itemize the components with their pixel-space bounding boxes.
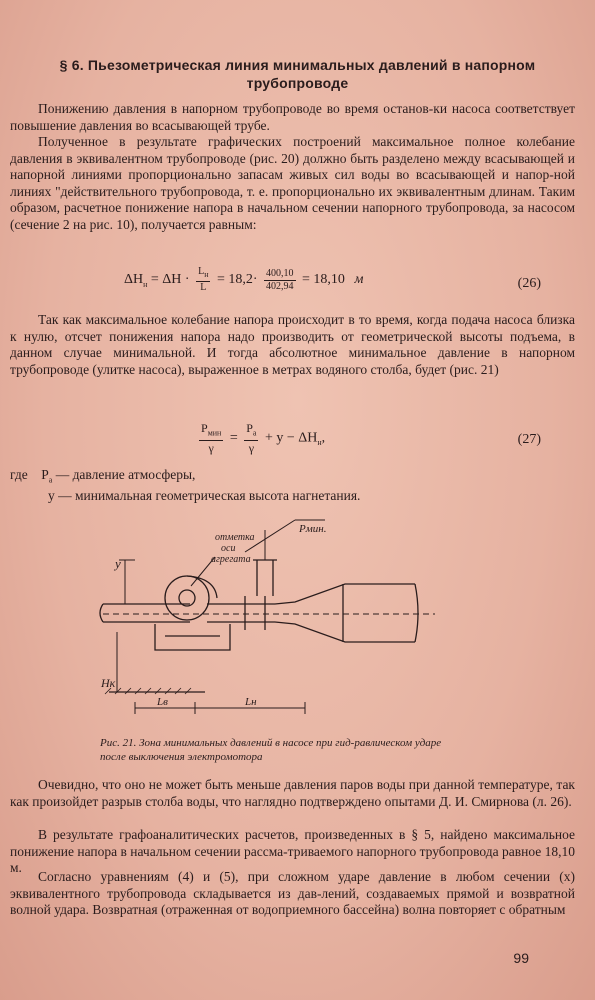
paragraph-4: Очевидно, что оно не может быть меньше давления паров воды при данной температуре, так как произойдет разрыв столба воды, что наглядно подтверждено опытами Д. И. Смирнова (л. 26). bbox=[10, 777, 575, 809]
paragraph-6: Согласно уравнениям (4) и (5), при сложном ударе давление в любом сечении (x) эквивалентного трубопровода складывается из дав-лений, создаваемых прямой и возвратной волной удара. Возвратная (отраженная от водоприемного бассейна) волна повторяет с обратным bbox=[10, 869, 575, 917]
label-y: y bbox=[115, 556, 121, 571]
section-heading: § 6. Пьезометрическая линия минимальных давлений в напорном трубопроводе bbox=[59, 57, 536, 91]
label-axis-1: отметка bbox=[215, 532, 255, 543]
label-hk: Hк bbox=[101, 676, 116, 690]
page-number: 99 bbox=[513, 950, 529, 966]
paragraph-1: Понижению давления в напорном трубопроводе во время останов-ки насоса соответствует повышение давления во всасывающей трубе. bbox=[10, 101, 575, 133]
definition-pa: где $P_а$ — давление атмосферы, bbox=[10, 467, 196, 485]
figure-caption: Рис. 21. Зона минимальных давлений в насосе при гид-равлическом ударе после выключения электромотора bbox=[100, 737, 442, 763]
equation-27: $\frac{P_{мин}}{\gamma}$ = $\frac{P_а}{\gamma}$ + $y - \Delta H_н$, bbox=[201, 421, 326, 456]
label-axis-3: агрегата bbox=[211, 554, 251, 565]
equation-27-number: (27) bbox=[517, 432, 541, 447]
equation-26-number: (26) bbox=[517, 276, 541, 291]
label-p-min: Pмин. bbox=[299, 523, 327, 535]
label-ln: Lн bbox=[245, 696, 257, 708]
label-lv: Lв bbox=[157, 696, 168, 708]
figure-21-pump-diagram bbox=[95, 512, 440, 734]
paragraph-3: Так как максимальное колебание напора происходит в то время, когда подача насоса близка к нулю, отсчет понижения напора надо производить от геометрической высоты подъема, в данном случае минимальной. И тогда абсолютное минимальное давление в напорном трубопроводе (улитке насоса), выраженное в метрах водяного столба, будет (рис. 21) bbox=[10, 312, 575, 377]
definition-y: y — минимальная геометрическая высота нагнетания. bbox=[48, 488, 361, 503]
equation-26: $\Delta H_н = \Delta H$ · $\frac{L_н}{L}$ = 18,2· $\frac{400,10}{402,94}$ = 18,10 м bbox=[124, 266, 364, 293]
label-axis-2: оси bbox=[221, 543, 236, 554]
paragraph-2: Полученное в результате графических построений максимальное полное колебание давления в эквивалентном трубопроводе (рис. 20) должно быть разделено между всасывающей и напорной линиями пропорционально запасам живых сил воды во всасывающей и напор-ной линиях "действительного трубопровода, т. е. пропорционально их эквивалентным длинам. Таким образом, расчетное понижение напора в начальном сечении напорного трубопровода, за насосом (сечение 2 на рис. 10), получается равным: bbox=[10, 134, 575, 232]
paragraph-5: В результате графоаналитических расчетов, произведенных в § 5, найдено максимальное понижение напора в начальном сечении рассма-триваемого напорного трубопровода равное 18,10 м. bbox=[10, 827, 576, 875]
